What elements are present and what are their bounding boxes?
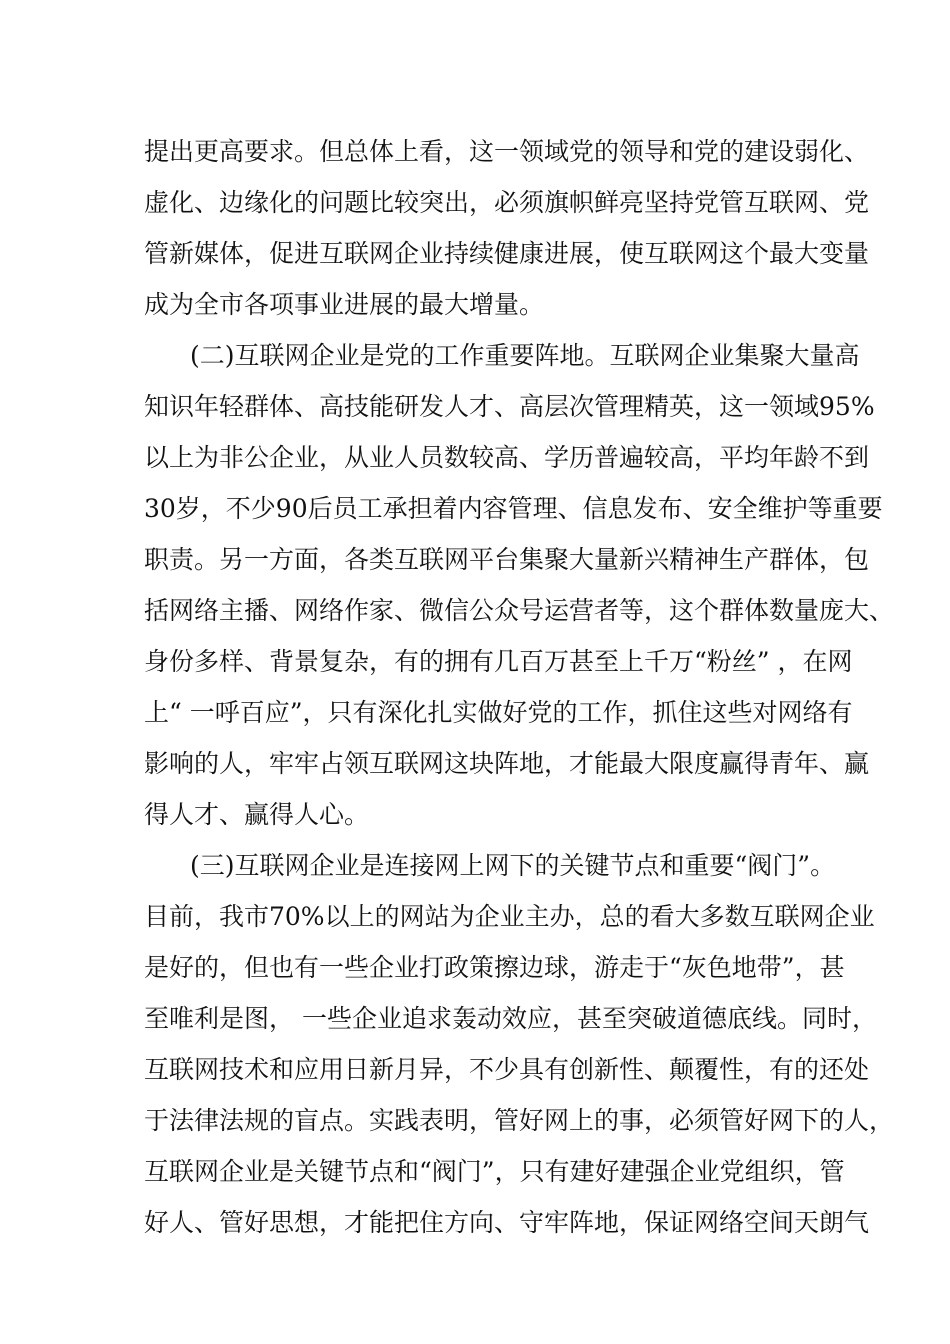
body-text [144, 126, 895, 1248]
text-line: 身份多样、背景复杂，有的拥有几百万甚至上千万“粉丝” ，在网 [144, 647, 853, 676]
section-heading-line: (三)互联网企业是连接网上网下的关键节点和重要“阀门”。 [190, 851, 836, 880]
text-line: 职责。另一方面，各类互联网平台集聚大量新兴精神生产群体，包 [144, 545, 870, 574]
text-line: 上“ 一呼百应”，只有深化扎实做好党的工作，抓住这些对网络有 [144, 698, 853, 727]
text-line: 是好的，但也有一些企业打政策擦边球，游走于“灰色地带”，甚 [144, 953, 845, 982]
section-heading-line: (二)互联网企业是党的工作重要阵地。互联网企业集聚大量高 [190, 341, 860, 370]
text-line: 30岁，不少90后员工承担着内容管理、信息发布、安全维护等重要 [144, 494, 883, 523]
text-line: 管新媒体，促进互联网企业持续健康进展，使互联网这个最大变量 [144, 239, 870, 268]
text-line: 提出更高要求。但总体上看，这一领域党的领导和党的建设弱化、 [144, 137, 870, 166]
text-line: 知识年轻群体、高技能研发人才、高层次管理精英，这一领域95% [144, 392, 875, 421]
text-line: 得人才、赢得人心。 [144, 800, 370, 829]
text-line: 互联网技术和应用日新月异，不少具有创新性、颠覆性，有的还处 [144, 1055, 870, 1084]
text-line: 目前，我市70%以上的网站为企业主办，总的看大多数互联网企业 [144, 902, 875, 931]
text-line: 括网络主播、网络作家、微信公众号运营者等，这个群体数量庞大、 [144, 596, 895, 625]
text-line: 互联网企业是关键节点和“阀门”，只有建好建强企业党组织，管 [144, 1157, 845, 1186]
text-line: 以上为非公企业，从业人员数较高、学历普遍较高，平均年龄不到 [144, 443, 870, 472]
text-line: 虚化、边缘化的问题比较突出，必须旗帜鲜亮坚持党管互联网、党 [144, 188, 870, 217]
text-line: 于法律法规的盲点。实践表明，管好网上的事，必须管好网下的人， [144, 1106, 895, 1135]
text-line: 成为全市各项事业进展的最大增量。 [144, 290, 545, 319]
text-line: 好人、管好思想，才能把住方向、守牢阵地，保证网络空间天朗气 [144, 1208, 870, 1237]
text-line: 至唯利是图， 一些企业追求轰动效应，甚至突破道德底线。同时， [144, 1004, 877, 1033]
text-line: 影响的人，牢牢占领互联网这块阵地，才能最大限度赢得青年、赢 [144, 749, 870, 778]
